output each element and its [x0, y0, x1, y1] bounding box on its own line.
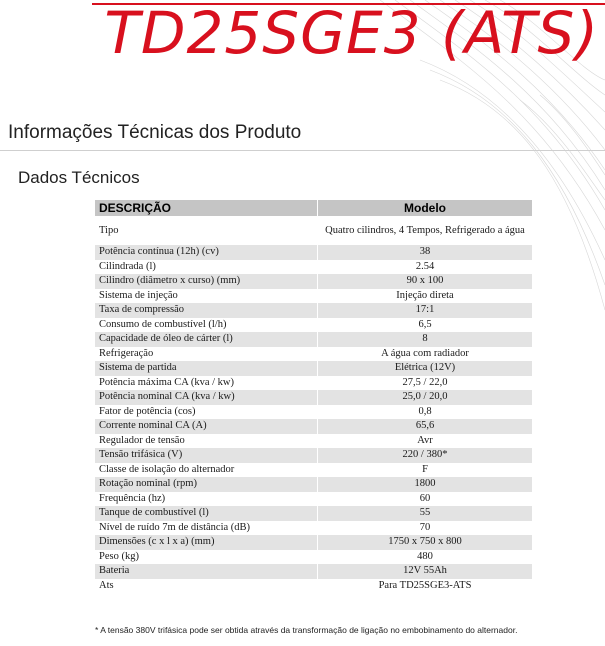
- spec-value: 90 x 100: [318, 274, 533, 289]
- table-row: [95, 564, 532, 579]
- table-row: [95, 535, 532, 550]
- spec-value: 1750 x 750 x 800: [318, 535, 533, 550]
- table-row: [95, 477, 532, 492]
- spec-value: 65,6: [318, 419, 533, 434]
- table-row: [95, 463, 532, 478]
- spec-label: Sistema de injeção: [95, 289, 318, 304]
- product-title: TD25SGE3 (ATS): [104, 0, 599, 67]
- spec-value: 480: [318, 550, 533, 565]
- spec-value: 2.54: [318, 260, 533, 275]
- table-row: [95, 216, 532, 245]
- spec-label: Cilindro (diâmetro x curso) (mm): [95, 274, 318, 289]
- spec-label: Sistema de partida: [95, 361, 318, 376]
- spec-value: 27,5 / 22,0: [318, 376, 533, 391]
- table-row: [95, 390, 532, 405]
- spec-label: Ats: [95, 579, 318, 594]
- spec-label: Tanque de combustível (l): [95, 506, 318, 521]
- section-heading: Informações Técnicas dos Produto: [8, 122, 302, 143]
- spec-value: Avr: [318, 434, 533, 449]
- spec-value: A água com radiador: [318, 347, 533, 362]
- spec-label: Frequência (hz): [95, 492, 318, 507]
- table-row: [95, 579, 532, 594]
- spec-value: 220 / 380*: [318, 448, 533, 463]
- table-row: [95, 506, 532, 521]
- spec-value: 0,8: [318, 405, 533, 420]
- table-row: [95, 245, 532, 260]
- table-row: [95, 318, 532, 333]
- table-row: [95, 347, 532, 362]
- spec-value: 6,5: [318, 318, 533, 333]
- spec-value: 12V 55Ah: [318, 564, 533, 579]
- spec-value: 25,0 / 20,0: [318, 390, 533, 405]
- footnote: * A tensão 380V trifásica pode ser obtida através da transformação de ligação no embobinamento do alternador.: [95, 625, 518, 635]
- spec-label: Taxa de compressão: [95, 303, 318, 318]
- spec-value: 55: [318, 506, 533, 521]
- spec-value: 8: [318, 332, 533, 347]
- spec-label: Nível de ruído 7m de distância (dB): [95, 521, 318, 536]
- spec-label: Capacidade de óleo de cárter (l): [95, 332, 318, 347]
- spec-label: Bateria: [95, 564, 318, 579]
- spec-value: F: [318, 463, 533, 478]
- spec-value: 1800: [318, 477, 533, 492]
- table-row: [95, 289, 532, 304]
- spec-value: Para TD25SGE3-ATS: [318, 579, 533, 594]
- spec-label: Potência máxima CA (kva / kw): [95, 376, 318, 391]
- spec-label: Regulador de tensão: [95, 434, 318, 449]
- spec-label: Cilindrada (l): [95, 260, 318, 275]
- spec-value: 60: [318, 492, 533, 507]
- spec-value: Quatro cilindros, 4 Tempos, Refrigerado a água: [318, 216, 533, 245]
- spec-value: Injeção direta: [318, 289, 533, 304]
- spec-label: Consumo de combustível (l/h): [95, 318, 318, 333]
- table-row: [95, 448, 532, 463]
- table-row: [95, 303, 532, 318]
- spec-label: Rotação nominal (rpm): [95, 477, 318, 492]
- spec-label: Refrigeração: [95, 347, 318, 362]
- table-row: [95, 492, 532, 507]
- spec-label: Classe de isolação do alternador: [95, 463, 318, 478]
- table-row: [95, 419, 532, 434]
- header-description: DESCRIÇÃO: [95, 200, 318, 216]
- spec-value: 17:1: [318, 303, 533, 318]
- spec-label: Peso (kg): [95, 550, 318, 565]
- spec-label: Corrente nominal CA (A): [95, 419, 318, 434]
- spec-value: 38: [318, 245, 533, 260]
- spec-label: Tensão trifásica (V): [95, 448, 318, 463]
- table-row: [95, 521, 532, 536]
- subheading: Dados Técnicos: [18, 168, 140, 187]
- table-row: [95, 434, 532, 449]
- table-row: [95, 274, 532, 289]
- spec-label: Potência nominal CA (kva / kw): [95, 390, 318, 405]
- table-row: [95, 361, 532, 376]
- header-model: Modelo: [318, 200, 533, 216]
- table-row: [95, 376, 532, 391]
- table-row: [95, 405, 532, 420]
- table-row: [95, 260, 532, 275]
- spec-label: Dimensões (c x l x a) (mm): [95, 535, 318, 550]
- spec-label: Potência contínua (12h) (cv): [95, 245, 318, 260]
- spec-value: 70: [318, 521, 533, 536]
- spec-label: Fator de potência (cos): [95, 405, 318, 420]
- table-header-row: [95, 200, 532, 216]
- spec-table: [95, 200, 532, 593]
- spec-label: Tipo: [95, 216, 318, 245]
- section-divider: [0, 150, 605, 151]
- table-row: [95, 550, 532, 565]
- table-row: [95, 332, 532, 347]
- spec-value: Elétrica (12V): [318, 361, 533, 376]
